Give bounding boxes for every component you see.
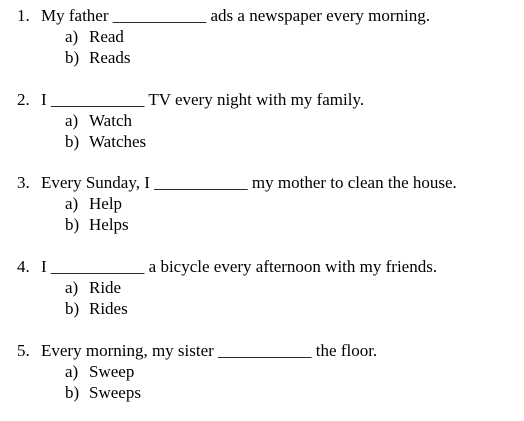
- option-letter: a): [65, 27, 79, 46]
- option-text: Sweeps: [89, 383, 141, 402]
- question-2: [0, 90, 524, 152]
- question-number: 4.: [17, 257, 30, 276]
- question-text: Every Sunday, I ___________ my mother to clean the house.: [41, 173, 457, 192]
- option-text: Reads: [89, 48, 131, 67]
- option-text: Watches: [89, 132, 147, 151]
- option-text: Help: [89, 194, 123, 213]
- option-b: [0, 47, 524, 68]
- option-a: [0, 110, 524, 131]
- option-text: Ride: [89, 278, 122, 297]
- option-text: Helps: [89, 215, 129, 234]
- option-text: Watch: [89, 111, 132, 130]
- question-line: [0, 173, 524, 193]
- option-b: [0, 214, 524, 235]
- question-1: [0, 6, 524, 68]
- question-line: [0, 257, 524, 277]
- option-a: [0, 26, 524, 47]
- question-4: [0, 257, 524, 319]
- option-letter: a): [65, 362, 79, 381]
- option-text: Sweep: [89, 362, 135, 381]
- option-letter: b): [65, 299, 80, 318]
- question-5: [0, 341, 524, 403]
- option-letter: a): [65, 194, 79, 213]
- question-text: I ___________ TV every night with my family.: [41, 90, 365, 109]
- question-text: Every morning, my sister ___________ the floor.: [41, 341, 378, 360]
- question-line: [0, 90, 524, 110]
- option-letter: a): [65, 111, 79, 130]
- option-b: [0, 382, 524, 403]
- option-letter: b): [65, 215, 80, 234]
- question-text: My father ___________ ads a newspaper every morning.: [41, 6, 431, 25]
- question-number: 2.: [17, 90, 30, 109]
- question-line: [0, 341, 524, 361]
- option-letter: a): [65, 278, 79, 297]
- option-a: [0, 193, 524, 214]
- question-text: I ___________ a bicycle every afternoon with my friends.: [41, 257, 438, 276]
- option-letter: b): [65, 48, 80, 67]
- question-number: 1.: [17, 6, 30, 25]
- question-number: 3.: [17, 173, 30, 192]
- option-b: [0, 131, 524, 152]
- option-a: [0, 361, 524, 382]
- question-line: [0, 6, 524, 26]
- option-letter: b): [65, 132, 80, 151]
- option-text: Read: [89, 27, 124, 46]
- option-text: Rides: [89, 299, 128, 318]
- question-3: [0, 173, 524, 235]
- option-letter: b): [65, 383, 80, 402]
- question-number: 5.: [17, 341, 30, 360]
- option-a: [0, 277, 524, 298]
- option-b: [0, 298, 524, 319]
